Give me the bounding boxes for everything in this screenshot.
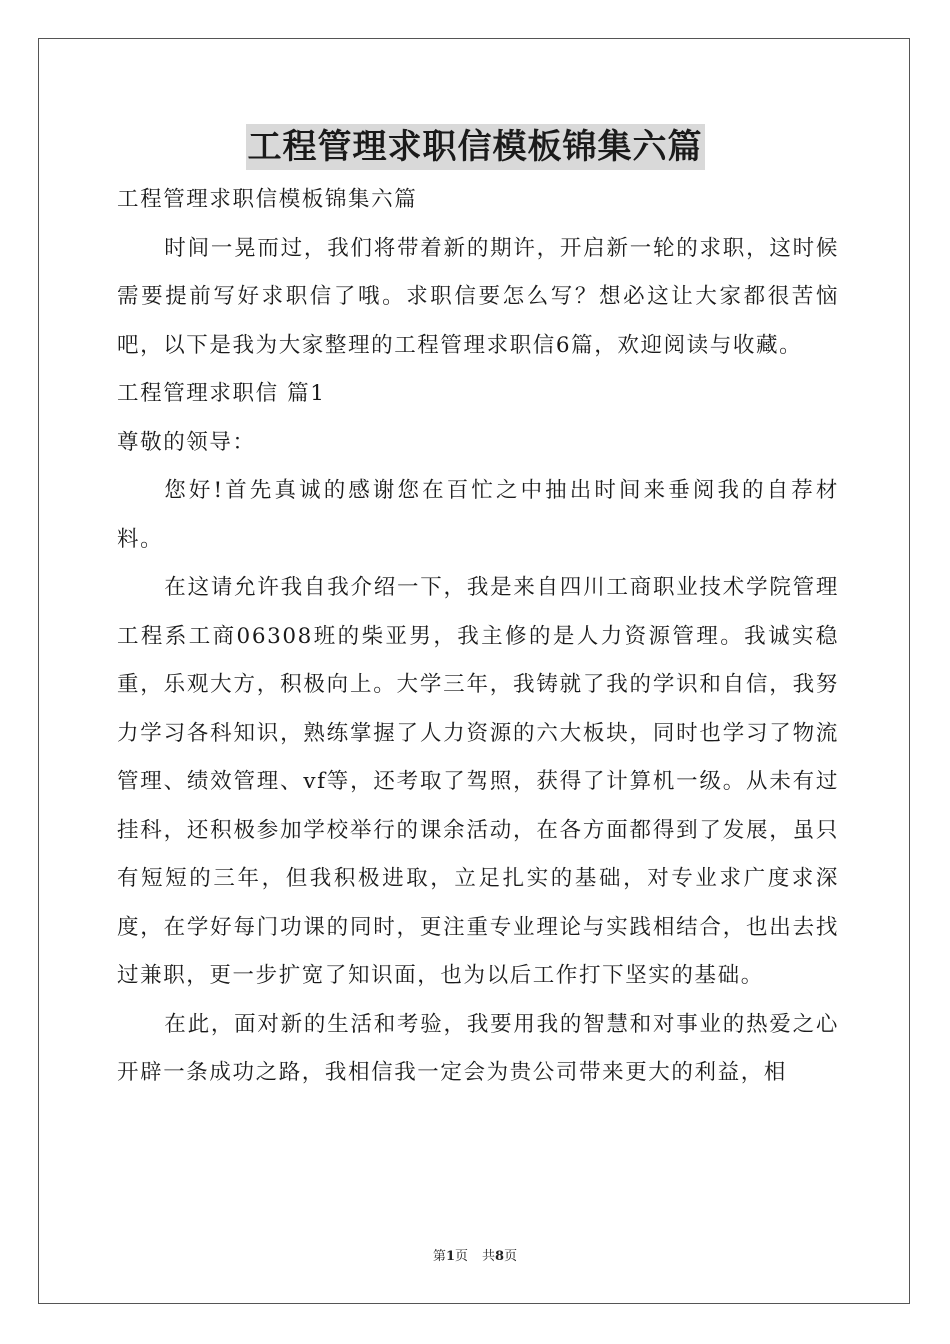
salutation: 尊敬的领导： [117,429,256,455]
body-paragraph-2: 在这请允许我自我介绍一下，我是来自四川工商职业技术学院管理工程系工商06308班的柴亚男，我主修的是人力资源管理。我诚实稳重，乐观大方，积极向上。大学三年，我铸就了我的学识和自信，我努力学习各科知识，熟练掌握了人力资源的六大板块，同时也学习了物流管理、绩效管理、vf等，还考取了驾照，获得了计算机一级。从未有过挂科，还积极参加学校举行的课余活动，在各方面都得到了发展，虽只有短短的三年，但我积极进取，立足扎实的基础，对专业求广度求深度，在学好每门功课的同时，更注重专业理论与实践相结合，也出去找过兼职，更一步扩宽了知识面，也为以后工作打下坚实的基础。 [117,575,839,988]
current-page-number: 1 [445,1249,455,1264]
page-prefix: 第 [432,1249,446,1264]
document-title: 工程管理求职信模板锦集六篇 [246,124,705,170]
title-container [0,124,950,170]
intro-paragraph: 时间一晃而过，我们将带着新的期许，开启新一轮的求职，这时候需要提前写好求职信了哦。求职信要怎么写？想必这让大家都很苦恼吧，以下是我为大家整理的工程管理求职信6篇，欢迎阅读与收藏。 [117,235,839,358]
document-subtitle: 工程管理求职信模板锦集六篇 [117,187,418,212]
body-paragraph-3: 在此，面对新的生活和考验，我要用我的智慧和对事业的热爱之心开辟一条成功之路，我相信我一定会为贵公司带来更大的利益，相 [117,1011,839,1085]
total-page-number: 8 [495,1249,505,1264]
total-prefix: 共 [482,1249,496,1264]
document-body [117,176,839,1098]
total-suffix: 页 [504,1249,518,1264]
section-heading: 工程管理求职信 篇1 [117,381,326,406]
page-suffix: 页 [454,1249,468,1264]
page-footer [0,1245,950,1264]
body-paragraph-1: 您好!首先真诚的感谢您在百忙之中抽出时间来垂阅我的自荐材料。 [117,478,839,552]
